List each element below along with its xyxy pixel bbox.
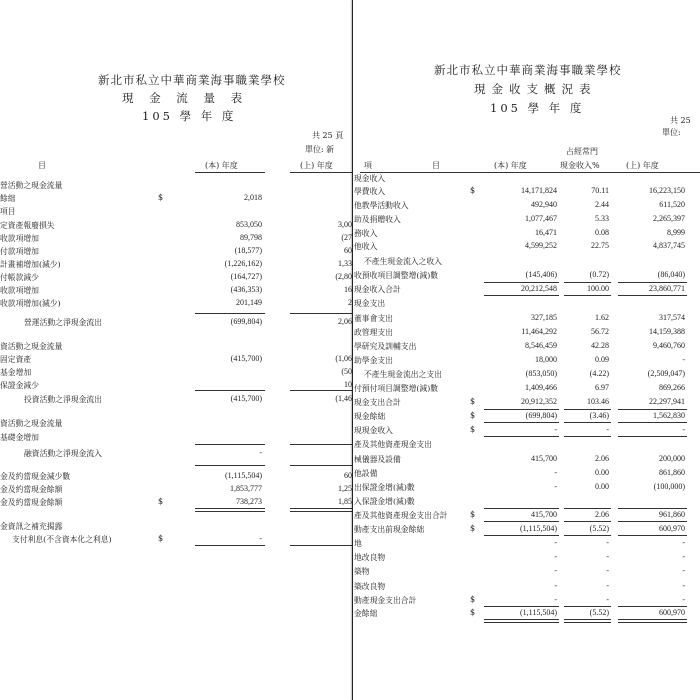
right-row-percent: - bbox=[606, 595, 609, 604]
left-row-label: 金及約當現金餘額 bbox=[0, 485, 63, 494]
right-row-prior: 22,297,941 bbox=[649, 397, 685, 406]
right-row-prior: 600,970 bbox=[659, 524, 685, 533]
right-row-current: 16,471 bbox=[535, 228, 557, 237]
right-row-label: 產及其他資產現金支出 bbox=[354, 440, 432, 449]
right-row-label: 築物 bbox=[354, 567, 370, 576]
right-row-prior: - bbox=[682, 355, 685, 364]
right-row-percent: (5.52) bbox=[589, 608, 609, 617]
left-total-rule-prior bbox=[290, 545, 352, 546]
right-header-underline bbox=[360, 172, 700, 173]
right-row-label: 械儀器及設備 bbox=[354, 455, 401, 464]
right-row-prior: (2,509,047) bbox=[647, 369, 685, 378]
right-row-percent: 103.46 bbox=[587, 397, 609, 406]
right-total-rule-prior bbox=[618, 282, 687, 283]
right-total-rule bbox=[484, 282, 559, 283]
right-row-label: 助學金支出 bbox=[354, 356, 393, 365]
right-row-label: 現金餘絀 bbox=[354, 412, 386, 421]
right-col-current: (本) 年度 bbox=[494, 161, 527, 170]
right-row-label: 他教學活動收入 bbox=[354, 201, 409, 210]
right-row-percent: - bbox=[606, 538, 609, 547]
left-col-item: 目 bbox=[38, 161, 46, 170]
left-row-label: 營活動之現金流量 bbox=[0, 181, 63, 190]
right-row-percent: 0.00 bbox=[595, 468, 609, 477]
right-row-percent: 2.06 bbox=[595, 454, 609, 463]
left-row-prior: (2,80 bbox=[335, 272, 352, 281]
right-total-rule bbox=[484, 422, 559, 423]
left-row-label: 支付利息(不含資本化之利息) bbox=[12, 535, 112, 544]
right-row-label: 他收入 bbox=[354, 242, 378, 251]
right-row-prior: 2,265,397 bbox=[653, 214, 685, 223]
right-row-label: 學研究及訓輔支出 bbox=[354, 342, 417, 351]
right-total-rule-prior bbox=[618, 409, 687, 410]
left-row-current: 2,018 bbox=[244, 193, 262, 202]
left-row-label: 基礎金增加 bbox=[0, 433, 39, 442]
right-row-label: 學費收入 bbox=[354, 187, 386, 196]
right-row-current: 14,171,824 bbox=[521, 186, 557, 195]
left-row-prior: 1,25 bbox=[338, 484, 352, 493]
right-row-currency: $ bbox=[470, 510, 476, 519]
right-total-rule-prior bbox=[618, 521, 687, 522]
right-school-name: 新北市私立中華商業海事職業學校 bbox=[434, 63, 622, 77]
right-row-label: 現金收入合計 bbox=[354, 285, 401, 294]
left-fiscal-year: 105 學 年 度 bbox=[142, 109, 237, 123]
right-total-rule bbox=[484, 619, 559, 623]
right-col-item-a: 項 bbox=[364, 161, 372, 170]
left-row-label: 保證金減少 bbox=[0, 381, 39, 390]
right-total-rule-pct bbox=[564, 606, 611, 607]
right-row-current: - bbox=[554, 581, 557, 590]
left-row-prior: (50 bbox=[341, 367, 352, 376]
right-row-current: 492,940 bbox=[531, 200, 557, 209]
left-row-label: 定資產報廢損失 bbox=[0, 221, 55, 230]
right-row-prior: - bbox=[682, 425, 685, 434]
left-row-current: (1,226,162) bbox=[224, 259, 262, 268]
right-row-currency: $ bbox=[470, 524, 476, 533]
right-row-current: (1,115,504) bbox=[519, 524, 557, 533]
right-row-label: 董事會支出 bbox=[354, 314, 393, 323]
right-row-label: 入保證金增(減)數 bbox=[354, 497, 415, 506]
right-total-rule-prior bbox=[618, 422, 687, 423]
right-row-prior: 200,000 bbox=[659, 454, 685, 463]
right-page-count: 共 25 bbox=[670, 116, 691, 125]
right-row-percent: - bbox=[606, 581, 609, 590]
left-school-name: 新北市私立中華商業海事職業學校 bbox=[98, 73, 286, 87]
right-total-rule bbox=[484, 295, 559, 296]
right-row-label: 動產支出前現金餘絀 bbox=[354, 525, 425, 534]
right-row-label: 地 bbox=[354, 539, 362, 548]
left-row-prior: 2,06 bbox=[338, 317, 352, 326]
right-row-current: 415,700 bbox=[531, 510, 557, 519]
right-total-rule bbox=[484, 508, 559, 509]
right-total-rule bbox=[484, 521, 559, 522]
left-row-currency: $ bbox=[158, 497, 164, 506]
right-row-prior: - bbox=[682, 595, 685, 604]
right-row-current: (853,050) bbox=[525, 369, 557, 378]
right-row-label: 政管理支出 bbox=[354, 328, 393, 337]
left-total-rule bbox=[195, 313, 265, 314]
left-total-rule bbox=[195, 444, 265, 445]
left-row-prior: 60 bbox=[344, 471, 352, 480]
left-row-label: 收款項增加(減少) bbox=[0, 299, 61, 308]
left-row-current: 89,798 bbox=[240, 233, 262, 242]
left-total-rule-prior bbox=[290, 313, 352, 314]
right-total-rule-pct bbox=[564, 422, 611, 423]
right-row-currency: $ bbox=[470, 608, 476, 617]
right-row-prior: 961,860 bbox=[659, 510, 685, 519]
left-row-prior: (1,46 bbox=[335, 394, 352, 403]
right-row-current: - bbox=[554, 425, 557, 434]
left-page-count: 共 25 頁 bbox=[312, 131, 344, 140]
right-total-rule-prior bbox=[618, 535, 687, 536]
left-row-current: 738,273 bbox=[236, 497, 262, 506]
right-row-percent: 56.72 bbox=[591, 327, 609, 336]
right-total-rule-pct bbox=[564, 295, 611, 296]
left-row-current: (18,577) bbox=[234, 246, 262, 255]
right-total-rule-prior bbox=[618, 619, 687, 623]
right-row-label: 現現金收入 bbox=[354, 426, 393, 435]
right-row-current: 8,546,459 bbox=[525, 341, 557, 350]
right-row-prior: 4,837,745 bbox=[653, 241, 685, 250]
left-unit: 單位: 新 bbox=[305, 145, 335, 154]
right-row-prior: (86,040) bbox=[657, 270, 685, 279]
right-total-rule-pct bbox=[564, 521, 611, 522]
right-row-label: 他設備 bbox=[354, 469, 378, 478]
left-header-underline bbox=[195, 172, 265, 173]
right-row-label: 築改良物 bbox=[354, 582, 386, 591]
right-row-current: - bbox=[554, 566, 557, 575]
left-total-rule-prior bbox=[290, 508, 352, 512]
left-row-current: (699,804) bbox=[230, 317, 262, 326]
left-row-current: (415,700) bbox=[230, 394, 262, 403]
left-row-label: 固定資產 bbox=[0, 355, 32, 364]
right-row-percent: - bbox=[606, 552, 609, 561]
right-row-label: 現金支出合計 bbox=[354, 398, 401, 407]
right-col-item-b: 目 bbox=[432, 161, 440, 170]
right-page-edge bbox=[352, 0, 353, 700]
right-row-label: 付預付項目調整增(減)數 bbox=[354, 384, 439, 393]
right-row-prior: 317,574 bbox=[659, 313, 685, 322]
right-row-current: (699,804) bbox=[525, 411, 557, 420]
left-row-prior: 60 bbox=[344, 246, 352, 255]
right-row-percent: 5.33 bbox=[595, 214, 609, 223]
left-row-prior: 1,33 bbox=[338, 259, 352, 268]
right-total-rule-pct bbox=[564, 508, 611, 509]
left-total-rule-prior bbox=[290, 465, 352, 466]
right-row-label: 地改良物 bbox=[354, 553, 386, 562]
right-total-rule-prior bbox=[618, 436, 687, 437]
right-total-rule-prior bbox=[618, 606, 687, 607]
left-row-prior: (27 bbox=[341, 233, 352, 242]
right-row-label: 金餘絀 bbox=[354, 609, 378, 618]
right-row-percent: 0.09 bbox=[595, 355, 609, 364]
right-row-currency: $ bbox=[470, 397, 476, 406]
right-row-percent: 42.28 bbox=[591, 341, 609, 350]
right-row-percent: 70.11 bbox=[591, 186, 609, 195]
right-row-current: 327,185 bbox=[531, 313, 557, 322]
right-row-prior: 611,520 bbox=[659, 200, 685, 209]
right-row-prior: 14,159,388 bbox=[649, 327, 685, 336]
left-total-rule bbox=[195, 545, 265, 546]
right-row-percent: 6.97 bbox=[595, 383, 609, 392]
right-row-currency: $ bbox=[470, 186, 476, 195]
right-col-pct-top: 占經常門 bbox=[566, 147, 598, 156]
left-row-current: - bbox=[259, 534, 262, 543]
right-row-percent: - bbox=[606, 425, 609, 434]
right-total-rule-prior bbox=[618, 295, 687, 296]
right-row-current: - bbox=[554, 552, 557, 561]
right-row-current: 1,077,467 bbox=[525, 214, 557, 223]
left-total-rule bbox=[195, 390, 265, 391]
right-row-label: 務收入 bbox=[354, 229, 378, 238]
right-row-current: 20,912,352 bbox=[521, 397, 557, 406]
right-total-rule-pct bbox=[564, 436, 611, 437]
right-row-percent: 1.62 bbox=[595, 313, 609, 322]
right-total-rule-pct bbox=[564, 535, 611, 536]
left-row-prior: 3,00 bbox=[338, 220, 352, 229]
left-row-label: 收款項增加 bbox=[0, 286, 39, 295]
right-row-current: (145,406) bbox=[525, 270, 557, 279]
right-total-rule bbox=[484, 535, 559, 536]
left-row-label: 金及約當現金餘額 bbox=[0, 498, 63, 507]
left-col-current: (本) 年度 bbox=[205, 161, 238, 170]
right-row-percent: 2.06 bbox=[595, 510, 609, 519]
left-total-rule bbox=[195, 465, 265, 466]
right-row-currency: $ bbox=[470, 595, 476, 604]
left-row-label: 餘絀 bbox=[0, 194, 16, 203]
right-row-current: 415,700 bbox=[531, 454, 557, 463]
right-row-percent: - bbox=[606, 566, 609, 575]
left-row-label: 金資訊之補充揭露 bbox=[0, 522, 63, 531]
right-row-percent: 22.75 bbox=[591, 241, 609, 250]
right-row-prior: 8,999 bbox=[667, 228, 685, 237]
left-row-label: 金及約當現金減少數 bbox=[0, 472, 71, 481]
left-row-currency: $ bbox=[158, 534, 164, 543]
right-row-label: 收預收項目調整增(減)數 bbox=[354, 271, 439, 280]
left-row-label: 營運活動之淨現金流出 bbox=[24, 318, 102, 327]
left-row-current: (436,353) bbox=[230, 285, 262, 294]
left-row-currency: $ bbox=[158, 193, 164, 202]
right-unit: 單位: bbox=[662, 128, 681, 137]
right-row-percent: 2.44 bbox=[595, 200, 609, 209]
right-row-currency: $ bbox=[470, 411, 476, 420]
right-row-current: - bbox=[554, 538, 557, 547]
right-row-prior: (100,000) bbox=[653, 482, 685, 491]
right-row-prior: - bbox=[682, 566, 685, 575]
right-row-label: 現金收入 bbox=[354, 174, 386, 183]
left-row-label: 投資活動之淨現金流出 bbox=[24, 395, 102, 404]
left-col-prior: (上) 年度 bbox=[300, 161, 333, 170]
left-total-rule bbox=[195, 508, 265, 512]
right-row-currency: $ bbox=[470, 425, 476, 434]
right-row-prior: - bbox=[682, 538, 685, 547]
right-col-prior: (上) 年度 bbox=[626, 161, 659, 170]
right-row-percent: (5.52) bbox=[589, 524, 609, 533]
right-row-label: 不產生現金流出之支出 bbox=[364, 370, 442, 379]
left-row-label: 計畫補增加(減少) bbox=[0, 260, 61, 269]
right-row-percent: 100.00 bbox=[587, 284, 609, 293]
left-row-current: (1,115,504) bbox=[224, 471, 262, 480]
left-row-current: 1,853,777 bbox=[230, 484, 262, 493]
right-row-prior: 1,562,830 bbox=[653, 411, 685, 420]
right-col-pct-bottom: 現金收入% bbox=[560, 161, 600, 170]
right-row-prior: 869,266 bbox=[659, 383, 685, 392]
left-row-prior: 16 bbox=[344, 285, 352, 294]
left-row-label: 資活動之現金流量 bbox=[0, 342, 63, 351]
right-total-rule-pct bbox=[564, 282, 611, 283]
right-total-rule-prior bbox=[618, 508, 687, 509]
right-row-label: 動產現金支出合計 bbox=[354, 596, 417, 605]
left-row-current: (164,727) bbox=[230, 272, 262, 281]
right-row-percent: (0.72) bbox=[589, 270, 609, 279]
left-row-label: 付款項增加 bbox=[0, 247, 39, 256]
left-row-prior: 1,85 bbox=[338, 497, 352, 506]
left-statement-title: 現 金 流 量 表 bbox=[122, 91, 249, 105]
left-row-current: 201,149 bbox=[236, 298, 262, 307]
right-row-current: - bbox=[554, 595, 557, 604]
left-row-label: 收款項增加 bbox=[0, 234, 39, 243]
right-row-percent: (4.22) bbox=[589, 369, 609, 378]
right-row-label: 出保證金增(減)數 bbox=[354, 483, 415, 492]
right-row-current: - bbox=[554, 468, 557, 477]
right-fiscal-year: 105 學 年 度 bbox=[490, 101, 585, 115]
left-row-label: 融資活動之淨現金流入 bbox=[24, 449, 102, 458]
left-total-rule-prior bbox=[290, 390, 352, 391]
right-row-prior: 16,223,150 bbox=[649, 186, 685, 195]
left-header-underline-2 bbox=[290, 172, 352, 173]
right-total-rule-pct bbox=[564, 619, 611, 623]
right-row-prior: 23,860,771 bbox=[649, 284, 685, 293]
right-row-current: 4,599,252 bbox=[525, 241, 557, 250]
right-row-percent: (3.46) bbox=[589, 411, 609, 420]
left-row-label: 項目 bbox=[0, 207, 16, 216]
left-row-label: 資活動之現金流量 bbox=[0, 419, 63, 428]
right-row-prior: 600,970 bbox=[659, 608, 685, 617]
right-total-rule bbox=[484, 409, 559, 410]
cash-receipts-payments-page bbox=[352, 0, 700, 700]
left-row-current: 853,050 bbox=[236, 220, 262, 229]
right-row-percent: 0.00 bbox=[595, 482, 609, 491]
right-row-label: 現金支出 bbox=[354, 299, 386, 308]
right-row-label: 不產生現金流入之收入 bbox=[364, 257, 442, 266]
left-total-rule-prior bbox=[290, 444, 352, 445]
right-row-current: 1,409,466 bbox=[525, 383, 557, 392]
right-row-current: 20,212,548 bbox=[521, 284, 557, 293]
right-row-prior: 861,860 bbox=[659, 468, 685, 477]
right-statement-title: 現金收支概況表 bbox=[474, 82, 597, 96]
left-row-prior: (1,06 bbox=[335, 354, 352, 363]
right-row-prior: - bbox=[682, 552, 685, 561]
right-total-rule bbox=[484, 436, 559, 437]
left-row-current: (415,700) bbox=[230, 354, 262, 363]
right-row-label: 助及捐贈收入 bbox=[354, 215, 401, 224]
right-row-percent: 0.08 bbox=[595, 228, 609, 237]
right-row-current: - bbox=[554, 482, 557, 491]
right-row-prior: - bbox=[682, 581, 685, 590]
right-row-prior: 9,460,760 bbox=[653, 341, 685, 350]
right-row-current: 11,464,292 bbox=[521, 327, 557, 336]
right-total-rule-pct bbox=[564, 409, 611, 410]
left-row-current: - bbox=[259, 448, 262, 457]
left-row-label: 基金增加 bbox=[0, 368, 32, 377]
right-row-current: 18,000 bbox=[535, 355, 557, 364]
left-row-prior: 2 bbox=[348, 298, 352, 307]
left-row-label: 付帳款減少 bbox=[0, 273, 39, 282]
right-row-label: 產及其他資產現金支出合計 bbox=[354, 511, 448, 520]
left-row-prior: 10 bbox=[344, 380, 352, 389]
right-row-current: (1,115,504) bbox=[519, 608, 557, 617]
right-total-rule bbox=[484, 606, 559, 607]
